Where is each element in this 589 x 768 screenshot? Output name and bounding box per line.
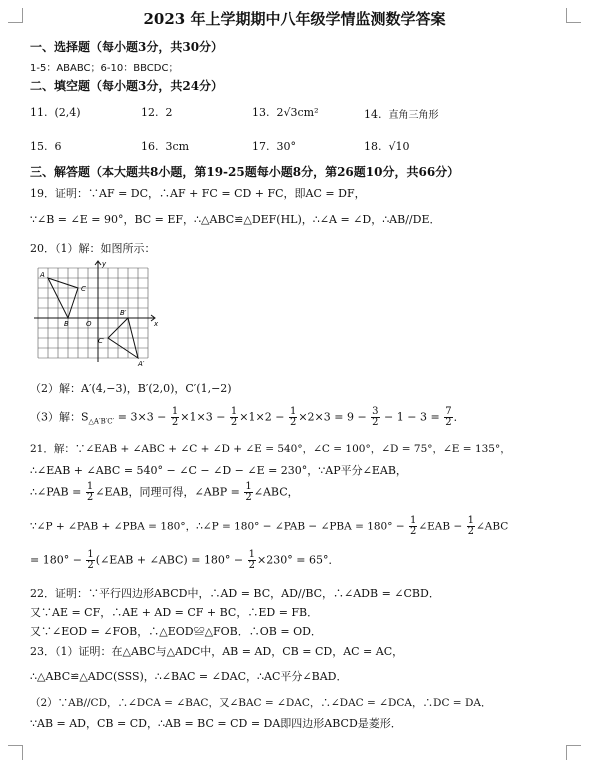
q19-line-1: 19．证明：∵AF = DC，∴AF + FC = CD + FC，即AC = DF， bbox=[30, 187, 366, 200]
fill-item-11: 11. (2,4) bbox=[30, 106, 81, 119]
q21-line-4: ∵∠P + ∠PAB + ∠PBA = 180°，∴∠P = 180° − ∠PAB − ∠PBA = 180° − $\frac{1}{2}$ ∠EAB − $\frac{1}{2}$ ∠ABC bbox=[30, 515, 509, 537]
fill-item-16: 16. 3cm bbox=[141, 140, 190, 153]
q21-line-5: = 180° − $\frac{1}{2}$ (∠EAB + ∠ABC) = 180° − $\frac{1}{2}$ ×230° = 65°． bbox=[30, 549, 340, 571]
fill-item-18: 18. √10 bbox=[364, 140, 410, 153]
grid-label-B-prime: B′ bbox=[120, 309, 127, 317]
q22-line-3: 又∵∠EOD = ∠FOB，∴△EOD≌△FOB．∴OB = OD． bbox=[30, 625, 322, 638]
page-title: 2023 年上学期期中八年级学情监测数学答案 bbox=[143, 10, 446, 28]
fill-item-13: 13. 2√3cm² bbox=[252, 106, 319, 119]
grid-label-A-prime: A′ bbox=[138, 360, 145, 368]
grid-label-A: A bbox=[40, 271, 45, 279]
grid-label-B: B bbox=[64, 320, 69, 328]
q21-line-1: 21．解：∵∠EAB + ∠ABC + ∠C + ∠D + ∠E = 540°，∠C = 100°，∠D = 75°，∠E = 135°， bbox=[30, 443, 511, 455]
section-solve-heading: 三、解答题（本大题共8小题，第19-25题每小题8分，第26题10分，共66分） bbox=[30, 165, 460, 179]
q20-coordinate-grid bbox=[30, 258, 162, 368]
grid-label-C-prime: C′ bbox=[98, 337, 105, 345]
section-fill-heading: 二、填空题（每小题3分，共24分） bbox=[30, 79, 224, 93]
q21-line-3: ∴∠PAB = $\frac{1}{2}$ ∠EAB，同理可得，∠ABP = $\frac{1}{2}$ ∠ABC， bbox=[30, 481, 299, 503]
grid-label-O: O bbox=[86, 320, 92, 328]
q23-line-2: ∴△ABC≌△ADC(SSS)，∴∠BAC = ∠DAC，∴AC平分∠BAD． bbox=[30, 670, 348, 683]
q23-line-3: （2）∵AB//CD，∴∠DCA = ∠BAC，又∠BAC = ∠DAC，∴∠DAC = ∠DCA，∴DC = DA． bbox=[30, 697, 492, 709]
q20-part2: （2）解：A′(4,−3)，B′(2,0)，C′(1,−2) bbox=[30, 382, 232, 395]
q20-part1: 20．（1）解：如图所示： bbox=[30, 242, 156, 255]
fill-item-17: 17. 30° bbox=[252, 140, 296, 153]
q22-line-1: 22．证明：∵平行四边形ABCD中，∴AD = BC，AD//BC，∴∠ADB = ∠CBD． bbox=[30, 587, 440, 600]
grid-label-C: C bbox=[81, 285, 86, 293]
section-choice-heading: 一、选择题（每小题3分，共30分） bbox=[30, 40, 224, 54]
choice-answers: 1-5：ABABC；6-10：BBCDC； bbox=[30, 63, 179, 74]
q23-line-1: 23．（1）证明：在△ABC与△ADC中，AB = AD，CB = CD，AC = AC， bbox=[30, 645, 404, 658]
grid-axis-y: y bbox=[102, 260, 107, 268]
q20-part3: （3）解：$S_{\triangle A'B'C'} = 3\times 3$ − $\frac{1}{2}$ ×1×3 − $\frac{1}{2}$ ×1×2 − $\frac{1}{2}$ ×2×3 = 9 − $\frac{3}{2}$ − 1 − 3 = $\frac{7}{2}$ ． bbox=[30, 406, 465, 428]
q21-line-2: ∴∠EAB + ∠ABC = 540° − ∠C − ∠D − ∠E = 230°，∵AP平分∠EAB， bbox=[30, 464, 407, 477]
fill-item-15: 15. 6 bbox=[30, 140, 62, 153]
q22-line-2: 又∵AE = CF，∴AE + AD = CF + BC，∴ED = FB． bbox=[30, 606, 319, 619]
grid-axis-x: x bbox=[154, 320, 159, 328]
q19-line-2: ∵∠B = ∠E = 90°，BC = EF，∴△ABC≌△DEF(HL)，∴∠A = ∠D，∴AB//DE． bbox=[30, 213, 441, 226]
crop-mark-bottom-right bbox=[566, 745, 581, 760]
q23-line-4: ∵AB = AD，CB = CD，∴AB = BC = CD = DA即四边形ABCD是菱形． bbox=[30, 717, 402, 730]
fill-item-12: 12. 2 bbox=[141, 106, 173, 119]
fill-item-14: 14. 直角三角形 bbox=[364, 108, 439, 121]
crop-mark-bottom-left bbox=[8, 745, 23, 760]
